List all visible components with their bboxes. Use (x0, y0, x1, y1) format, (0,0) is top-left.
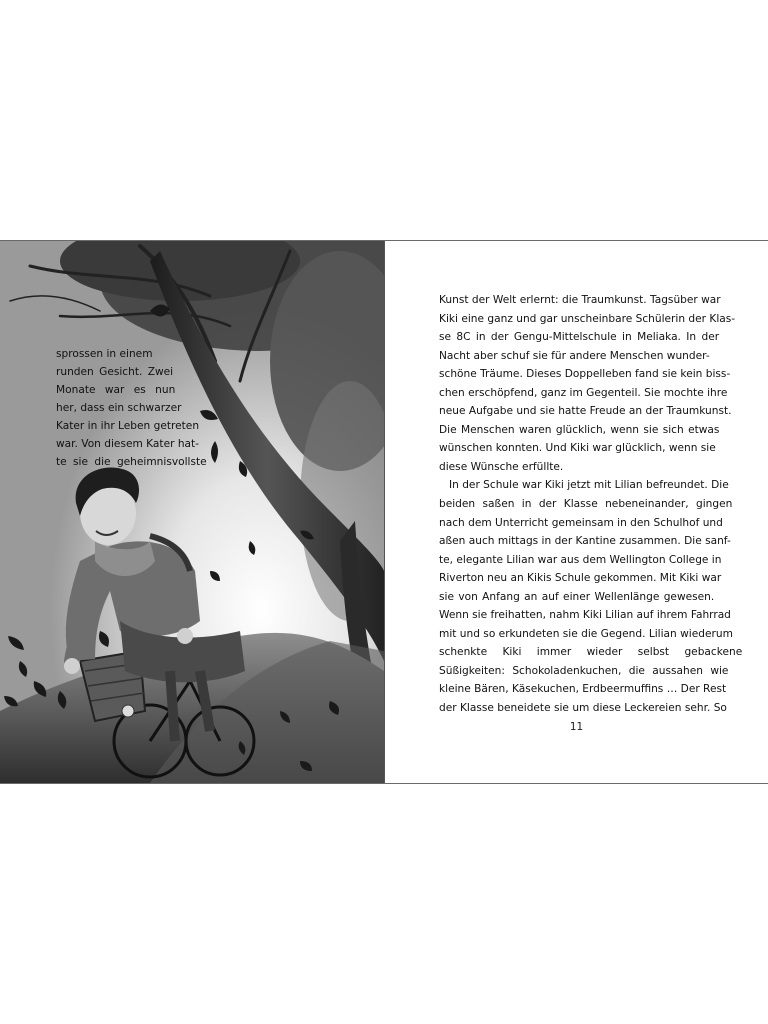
left-page (0, 241, 384, 783)
text-line: schenkte Kiki immer wieder selbst gebackene (439, 646, 743, 659)
text-line: Riverton neu an Kikis Schule gekommen. Mit Kiki war (439, 572, 722, 585)
text-line: her, dass ein schwarzer (56, 402, 182, 414)
text-line: wünschen konnten. Und Kiki war glücklich, wenn sie (439, 442, 716, 455)
text-line: der Klasse beneidete sie um diese Leckereien sehr. So (439, 702, 727, 715)
left-page-text (56, 345, 220, 471)
text-line: aßen auch mittags in der Kantine zusammen. Die sanf- (439, 535, 731, 548)
paragraph-start-line: In der Schule war Kiki jetzt mit Lilian befreundet. Die (449, 479, 729, 492)
text-line: te, elegante Lilian war aus dem Wellington College in (439, 553, 722, 566)
text-line: mit und so erkundeten sie die Gegend. Lilian wiederum (439, 627, 733, 640)
text-line: se 8C in der Gengu-Mittelschule in Meliaka. In der (439, 331, 720, 344)
text-line: Wenn sie freihatten, nahm Kiki Lilian auf ihrem Fahrrad (439, 609, 731, 622)
text-line: diese Wünsche erfüllte. (439, 460, 564, 473)
text-line: Nacht aber schuf sie für andere Menschen wunder- (439, 349, 710, 362)
text-line: te sie die geheimnisvollste (56, 456, 207, 468)
text-line: Kiki eine ganz und gar unscheinbare Schülerin der Klas- (439, 312, 736, 325)
text-line: beiden saßen in der Klasse nebeneinander, gingen (439, 498, 733, 511)
text-line: sprossen in einem (56, 348, 153, 360)
illustration-girl-on-bicycle (0, 241, 384, 783)
text-line: Kater in ihr Leben getreten (56, 420, 200, 432)
text-line: schöne Träume. Dieses Doppelleben fand sie kein biss- (439, 368, 731, 381)
text-line: sie von Anfang an auf einer Wellenlänge gewesen. (439, 590, 715, 603)
text-line: nach dem Unterricht gemeinsam in den Schulhof und (439, 516, 723, 529)
right-page (385, 241, 768, 783)
text-line: Die Menschen waren glücklich, wenn sie sich etwas (439, 423, 720, 436)
text-line: neue Aufgabe und sie hatte Freude an der Traumkunst. (439, 405, 732, 418)
text-line: kleine Bären, Käsekuchen, Erdbeermuffins … Der Rest (439, 683, 727, 696)
text-line: war. Von diesem Kater hat- (56, 438, 199, 450)
text-line: Süßigkeiten: Schokoladenkuchen, die aussahen wie (439, 664, 729, 677)
right-page-text (439, 291, 743, 718)
text-line: chen erschöpfend, ganz im Gegenteil. Sie mochte ihre (439, 386, 728, 399)
text-line: Kunst der Welt erlernt: die Traumkunst. Tagsüber war (439, 294, 721, 306)
book-spread (0, 240, 768, 784)
text-line: Monate war es nun (56, 384, 176, 396)
text-line: runden Gesicht. Zwei (56, 366, 174, 378)
page-number: 11 (569, 721, 584, 733)
